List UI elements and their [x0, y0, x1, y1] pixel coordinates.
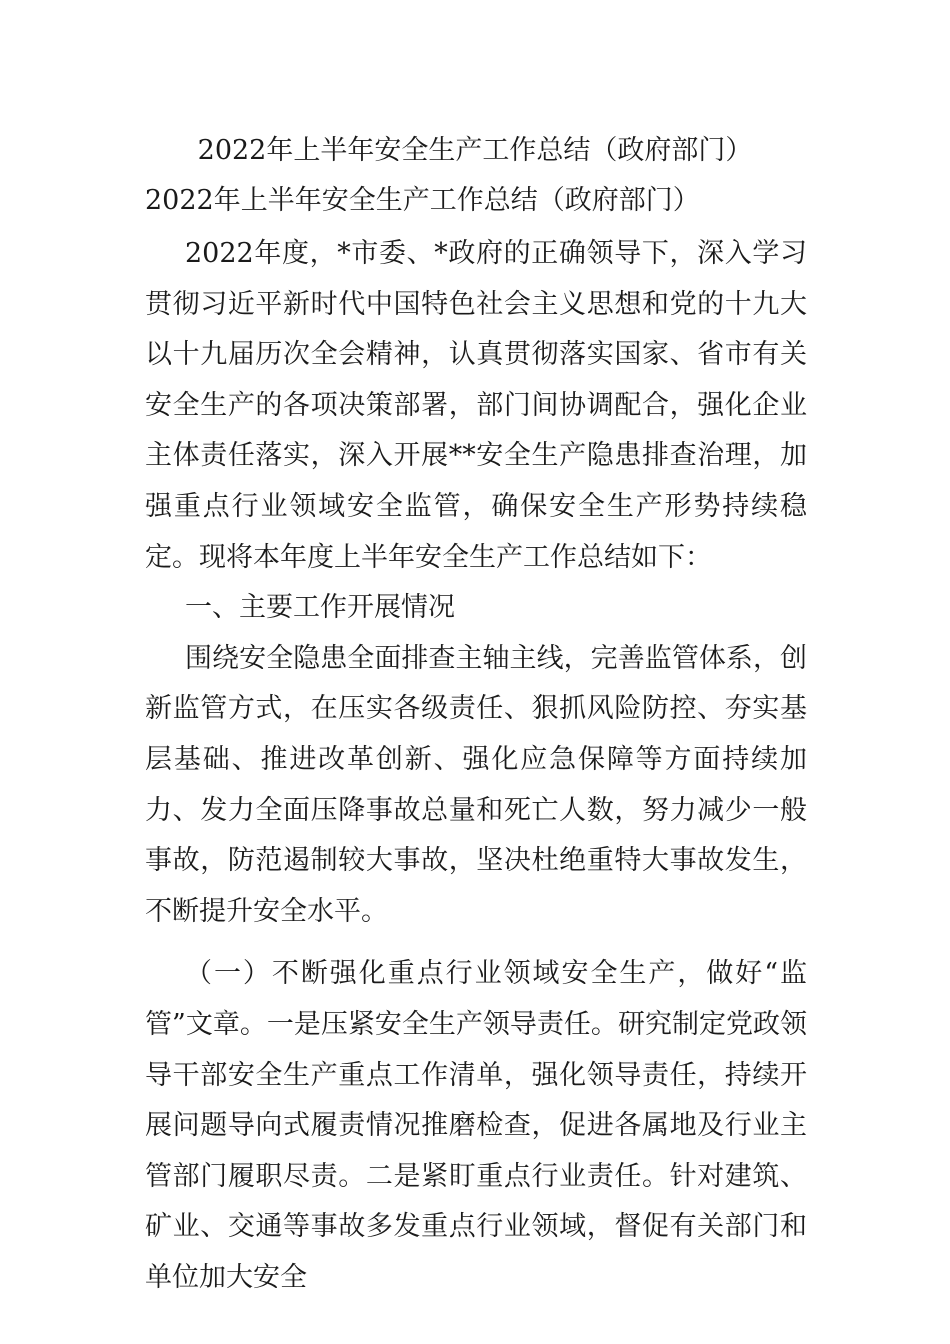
document-body: [145, 229, 807, 1303]
section-heading-1: 一、主要工作开展情况: [185, 592, 455, 624]
paragraph-subsection-1: （一）不断强化重点行业领域安全生产，做好“监管”文章。一是压紧安全生产领导责任。研究制定党政领导干部安全生产重点工作清单，强化领导责任，持续开展问题导向式履责情况推磨检查，促进各属地及行业主管部门履职尽责。二是紧盯重点行业责任。针对建筑、矿业、交通等事故多发重点行业领域，督促有关部门和单位加大安全: [145, 958, 807, 1293]
paragraph-overview: 围绕安全隐患全面排查主轴主线，完善监管体系，创新监管方式，在压实各级责任、狠抓风险防控、夯实基层基础、推进改革创新、强化应急保障等方面持续加力、发力全面压降事故总量和死亡人数，努力减少一般事故，防范遏制较大事故，坚决杜绝重特大事故发生，不断提升安全水平。: [145, 642, 807, 927]
document-title: 2022年上半年安全生产工作总结（政府部门）: [197, 135, 753, 166]
document-subtitle: 2022年上半年安全生产工作总结（政府部门）: [145, 185, 700, 216]
paragraph-intro: 2022年度，*市委、*政府的正确领导下，深入学习贯彻习近平新时代中国特色社会主义思想和党的十九大以十九届历次全会精神，认真贯彻落实国家、省市有关安全生产的各项决策部署，部门间协调配合，强化企业主体责任落实，深入开展**安全生产隐患排查治理，加强重点行业领域安全监管，确保安全生产形势持续稳定。现将本年度上半年安全生产工作总结如下：: [145, 238, 807, 573]
